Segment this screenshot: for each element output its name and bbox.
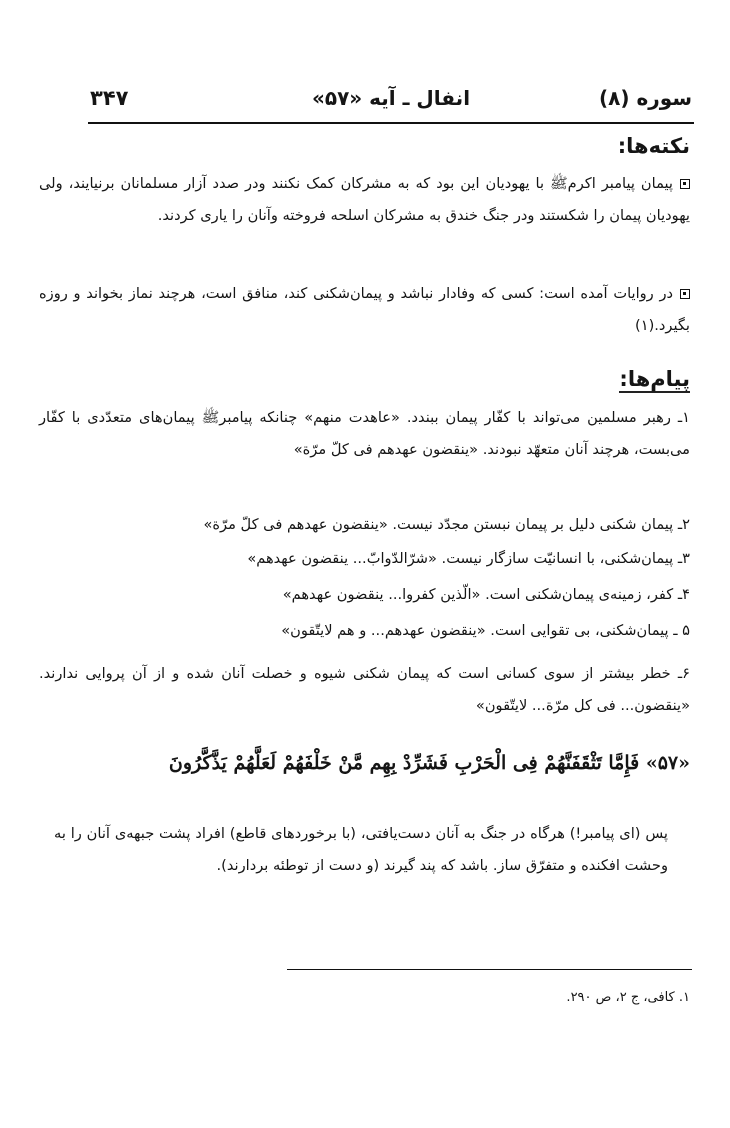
message-item-1: ۱ـ رهبر مسلمین می‌تواند با کفّار پیمان ببندد. «عاهدت منهم» چنانکه پیامبرﷺ پیمان‌های متعدّدی با کفّار می‌بست، هرچند آنان متعهّد نبودند. «ینقضون عهدهم فی کلّ مرّة» bbox=[39, 409, 690, 458]
notes-heading: نکته‌ها: bbox=[617, 134, 690, 158]
footnote-divider bbox=[287, 969, 692, 970]
message-item-2: ۲ـ پیمان شکنی دلیل بر پیمان نبستن مجدّد نیست. «ینقضون عهدهم فی کلّ مرّة» bbox=[203, 516, 690, 533]
note-text-1: پیمان پیامبر اکرمﷺ با یهودیان این بود که به مشرکان کمک نکنند ودر صدد آزار مسلمانان برنیایند، ولی یهودیان پیمان را شکستند ودر جنگ خندق به مشرکان اسلحه فروخته وآنان را یاری کردند. bbox=[39, 175, 690, 224]
bullet-icon bbox=[680, 179, 690, 189]
note-item-1 bbox=[39, 168, 690, 232]
surah-verse-title: انفال ـ آیه «۵۷» bbox=[311, 86, 471, 110]
page-header bbox=[88, 76, 694, 124]
verse-translation: پس (ای پیامبر!) هرگاه در جنگ به آنان دست‌یافتی، (با برخوردهای قاطع) افراد پشت جبهه‌ی آنان را به وحشت افکنده و متفرّق ساز. باشد که پند گیرند (و دست از توطئه بردارند). bbox=[54, 825, 668, 874]
message-item-5: ۵ ـ پیمان‌شکنی، بی تقوایی است. «ینقضون عهدهم... و هم لایتّقون» bbox=[281, 622, 690, 639]
messages-heading: پیام‌ها: bbox=[619, 367, 690, 391]
note-text-2: در روایات آمده است: کسی که وفادار نباشد و پیمان‌شکنی کند، منافق است، هرچند نماز بخواند و روزه بگیرد.(۱) bbox=[39, 285, 690, 334]
message-item-3: ۳ـ پیمان‌شکنی، با انسانیّت سازگار نیست. «شرّالدّوابّ... ینقضون عهدهم» bbox=[247, 550, 690, 567]
message-item-6: ۶ـ خطر بیشتر از سوی کسانی است که پیمان شکنی شیوه و خصلت آنان شده و از آن پروایی ندارند. «ینقضون... فی کل مرّة... لایتّقون» bbox=[39, 665, 690, 714]
verse-text: فَإِمَّا تَثْقَفَنَّهُمْ فِی الْحَرْبِ فَشَرِّدْ بِهِم مَّنْ خَلْفَهُمْ لَعَلَّهُمْ یَذَّکَّرُونَ bbox=[168, 752, 640, 774]
quran-verse bbox=[39, 752, 690, 774]
surah-number: سوره (۸) bbox=[599, 86, 692, 110]
note-item-2 bbox=[39, 278, 690, 342]
page-number: ۳۴۷ bbox=[90, 86, 129, 110]
message-item-4: ۴ـ کفر، زمینه‌ی پیمان‌شکنی است. «الّذین کفروا... ینقضون عهدهم» bbox=[282, 586, 690, 603]
footnote: ۱. کافی، ج ۲، ص ۲۹۰. bbox=[566, 990, 690, 1005]
bullet-icon bbox=[680, 289, 690, 299]
verse-number: «۵۷» bbox=[645, 752, 690, 774]
